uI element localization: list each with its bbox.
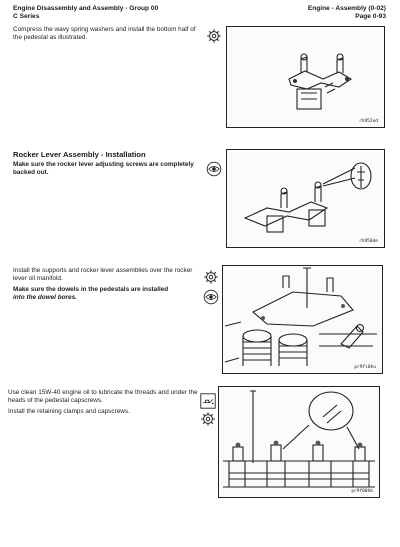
figure-pedestal-bottom-half — [226, 26, 385, 128]
section-heading: Rocker Lever Assembly - Installation — [13, 150, 146, 159]
oil-can-icon — [200, 393, 216, 409]
step-3-warning-line2: into the dowel bores. — [13, 293, 77, 301]
procedure-title: Engine - Assembly (0-02) — [307, 5, 386, 12]
step-3-warning-line1: Make sure the dowels in the pedestals are installed — [13, 286, 169, 293]
figure-code: rh950de — [359, 239, 378, 244]
figure-capscrews-clamps — [218, 386, 380, 498]
step-3-warning — [13, 286, 208, 301]
figure-code: pr9fi0hu — [354, 365, 376, 370]
eye-icon — [203, 289, 219, 305]
page-header-left — [13, 5, 158, 20]
manual-section-title: Engine Disassembly and Assembly - Group 00 — [13, 5, 159, 12]
gear-icon — [203, 269, 219, 285]
step-3-text: Install the supports and rocker lever assemblies over the rocker lever oil manifold. — [13, 267, 193, 282]
step-1-text: Compress the wavy spring washers and install the bottom half of the pedestal as illustrated. — [13, 26, 196, 41]
page-number: Page 0-93 — [355, 12, 386, 20]
figure-code: rh952ed — [359, 119, 378, 124]
page-header-right — [308, 5, 386, 20]
figure-rocker-assembly-install — [222, 265, 383, 374]
eye-icon — [206, 161, 222, 177]
step-4-text: Use clean 15W-40 engine oil to lubricate the threads and under the heads of the pedestal capscrews. — [8, 389, 198, 404]
step-4-text-2: Install the retaining clamps and capscrews. — [8, 408, 130, 415]
gear-icon — [200, 411, 216, 427]
engine-series: C Series — [13, 12, 40, 20]
step-2-text: Make sure the rocker lever adjusting screws are completely backed out. — [13, 161, 194, 176]
figure-rocker-lever — [226, 149, 385, 248]
gear-icon — [206, 28, 222, 44]
figure-code: pr9f00hb — [351, 489, 373, 494]
